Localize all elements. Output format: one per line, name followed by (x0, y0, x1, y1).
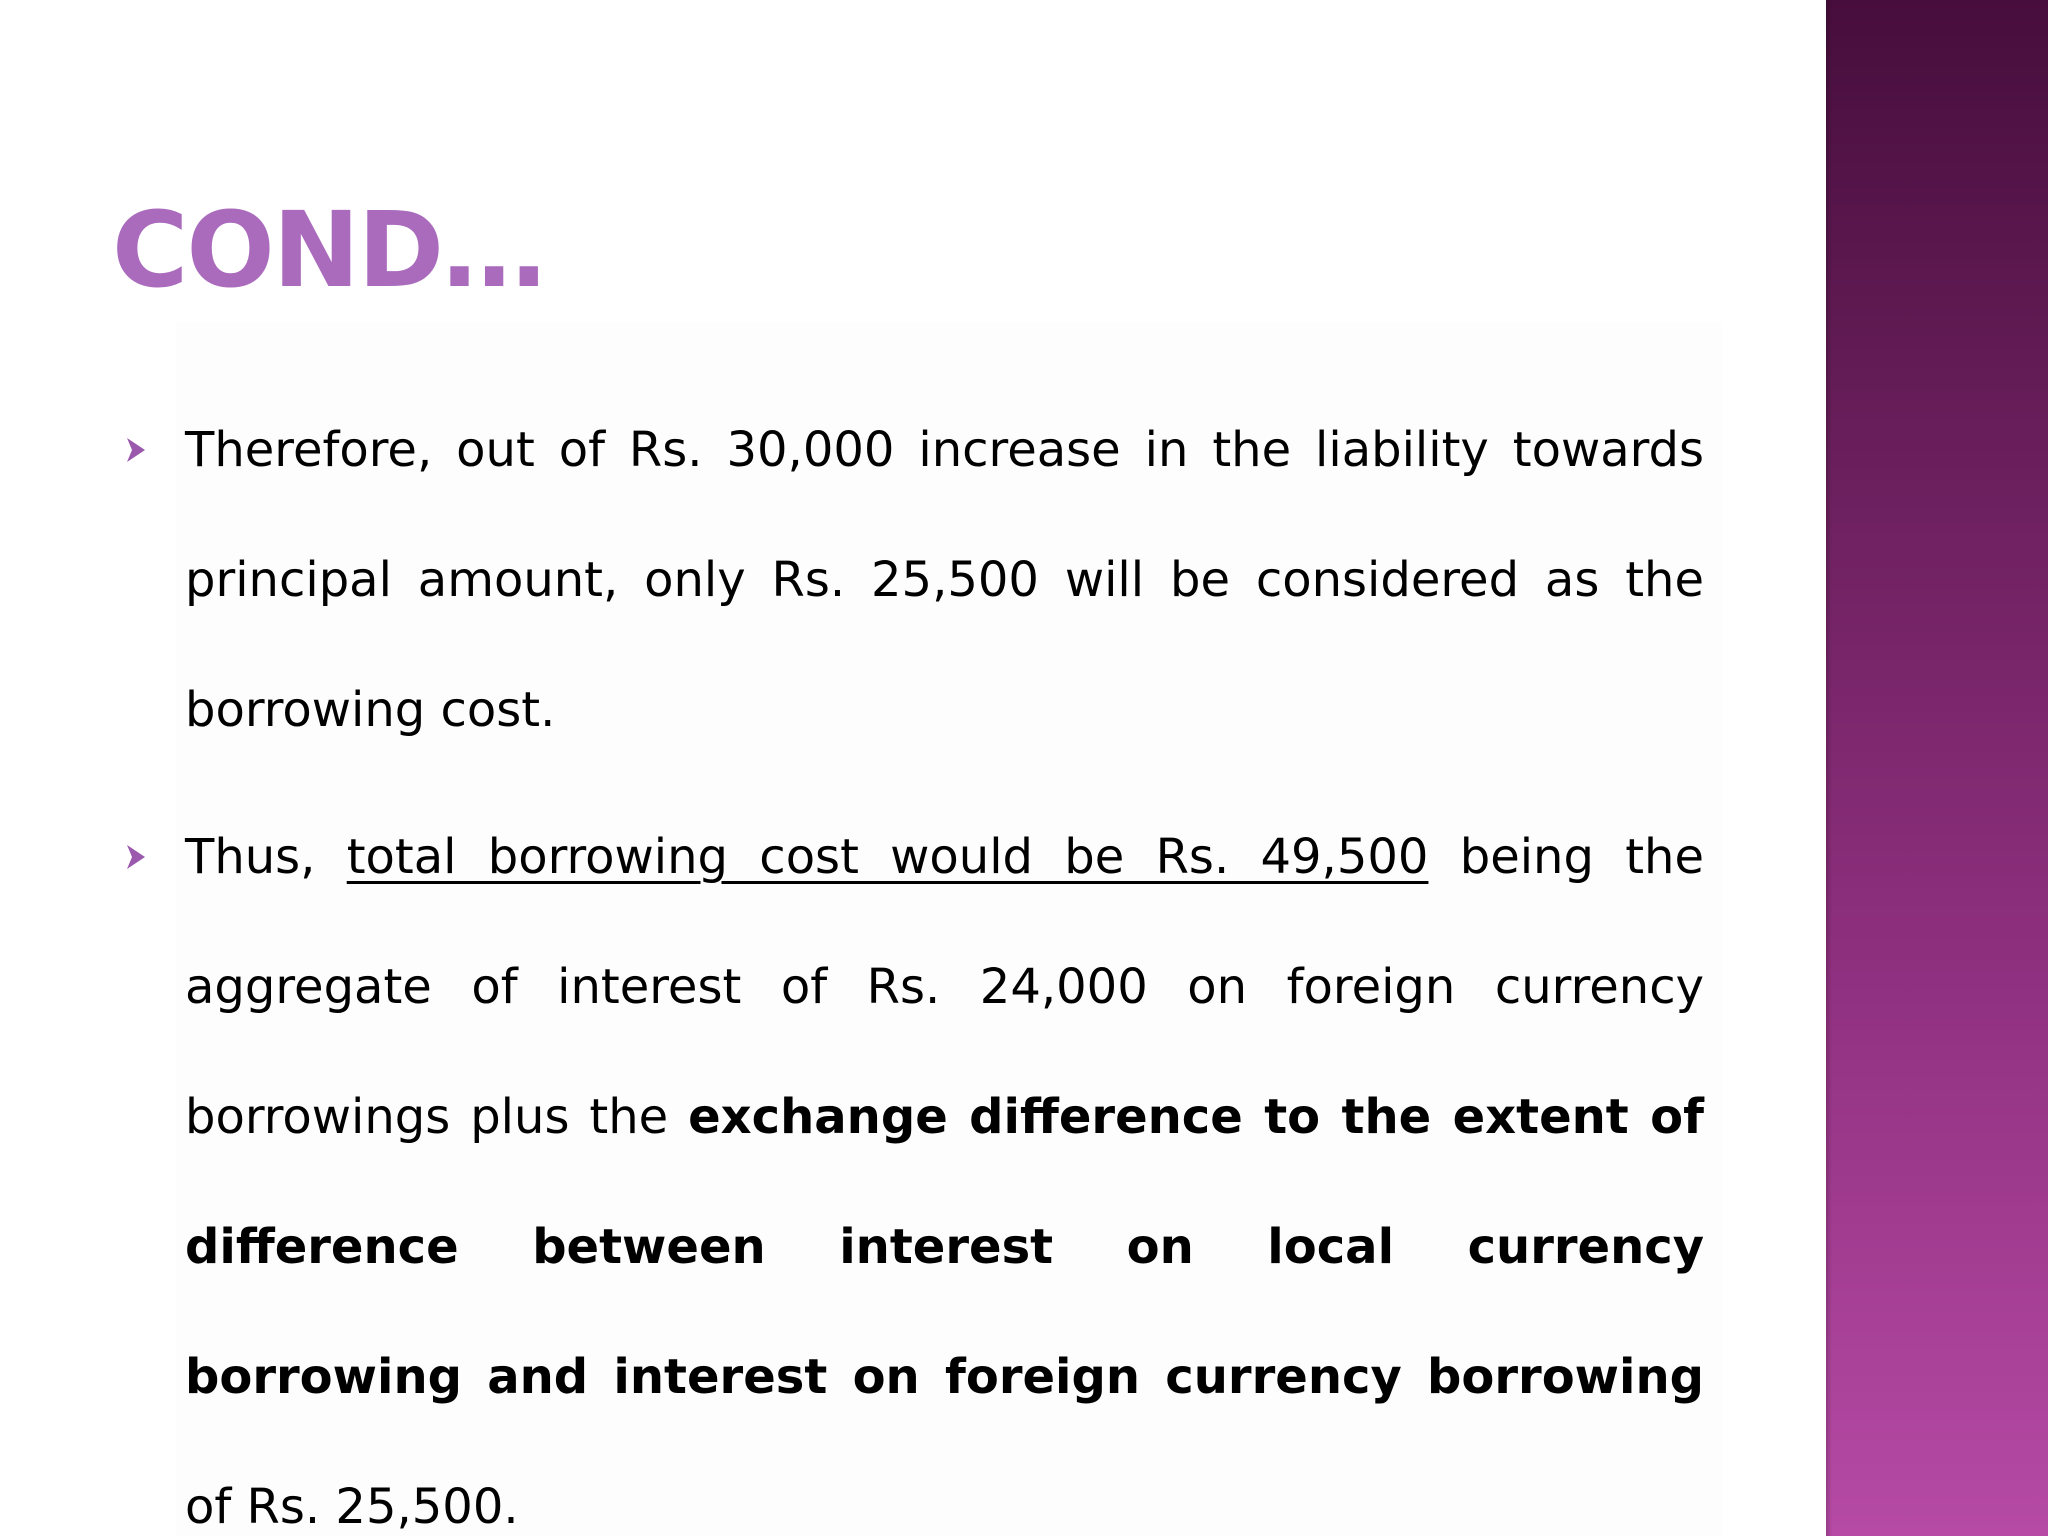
sidebar-shadow-edge (1826, 0, 1832, 1536)
bullet-2-lead: Thus, (185, 829, 347, 885)
bullet-item-2 (120, 792, 1704, 1536)
bullet-2-underlined-phrase: total borrowing cost would be Rs. 49,500 (346, 829, 1429, 885)
bullet-2-middle: being the aggregate of interest of Rs. 24,000 on foreign currency borrowings plus the (185, 829, 1705, 1145)
bullet-2-bold-phrase: exchange difference to the extent of difference between interest on local currency borrowing and interest on foreign currency borrowing (185, 1089, 1704, 1405)
bullet-2-tail: of Rs. 25,500. (185, 1479, 519, 1535)
slide-title: COND… (112, 189, 545, 311)
bullet-text-1: Therefore, out of Rs. 30,000 increase in the liability towards principal amount, only Rs. 25,500 will be considered as the borrowing cost. (185, 422, 1704, 738)
bullet-text-2 (185, 829, 1704, 1535)
arrowhead-bullet-icon (126, 844, 146, 870)
bullet-list (120, 385, 1704, 1536)
arrowhead-bullet-icon (126, 437, 146, 463)
decorative-sidebar (1826, 0, 2048, 1536)
bullet-item-1 (120, 385, 1704, 775)
